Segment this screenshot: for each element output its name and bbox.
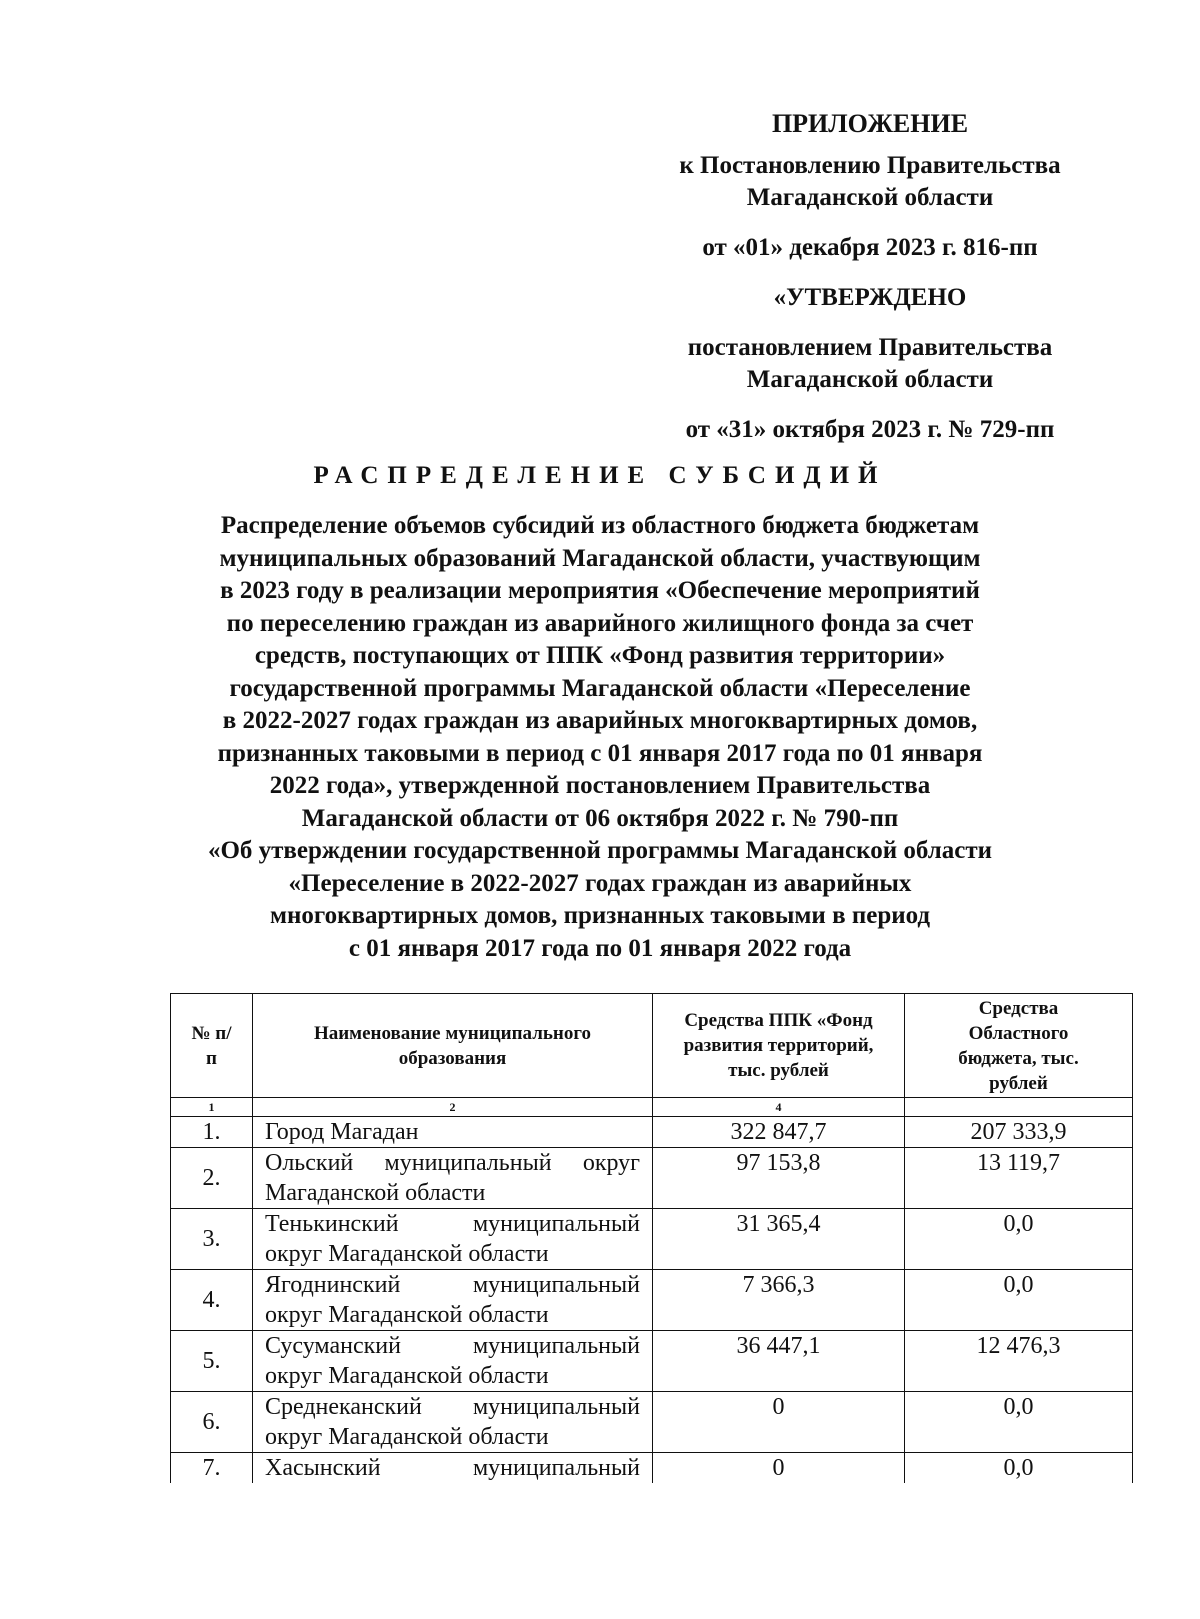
municipality-name: [253, 1148, 653, 1209]
subtitle-line: в 2023 году в реализации мероприятия «Обеспечение мероприятий: [220, 577, 980, 604]
regional-amount: 0,0: [905, 1453, 1133, 1484]
approved-line: постановлением Правительства: [687, 334, 1053, 361]
fund-amount: 322 847,7: [653, 1117, 905, 1148]
appendix-date: от «01» декабря 2023 г. 816-пп: [702, 234, 1038, 261]
subtitle-line: признанных таковыми в период с 01 января 2017 года по 01 января: [217, 739, 983, 767]
municipality-name-line: Ягоднинский муниципальный: [265, 1272, 640, 1298]
regional-amount: 0,0: [905, 1392, 1133, 1453]
row-number: 5.: [171, 1331, 253, 1392]
table-row: [171, 1117, 1133, 1148]
document-subtitle: [200, 510, 1000, 965]
header-regional: Средства Областного бюджета, тыс. рублей: [905, 994, 1133, 1098]
subtitle-line: муниципальных образований Магаданской области, участвующим: [219, 544, 981, 572]
municipality-name-line: Магаданской области: [265, 1180, 486, 1206]
column-number-row: [171, 1098, 1133, 1117]
appendix-line: Магаданской области: [746, 184, 994, 211]
row-number: 7.: [171, 1453, 253, 1484]
table-header-row: [171, 994, 1133, 1098]
municipality-name: [253, 1453, 653, 1484]
table-row: [171, 1331, 1133, 1392]
municipality-name-line: Сусуманский муниципальный: [265, 1333, 640, 1359]
regional-amount: 0,0: [905, 1270, 1133, 1331]
appendix-block: [640, 108, 1100, 446]
fund-amount: 0: [653, 1453, 905, 1484]
header-fund: Средства ППК «Фонд развития территорий, тыс. рублей: [653, 994, 905, 1098]
subtitle-line: Магаданской области от 06 октября 2022 г. № 790-пп: [301, 804, 899, 832]
approved-label: «УТВЕРЖДЕНО: [773, 284, 967, 311]
municipality-name: [253, 1331, 653, 1392]
table-row: [171, 1148, 1133, 1209]
subtitle-line: Распределение объемов субсидий из областного бюджета бюджетам: [220, 512, 980, 539]
subtitle-line: многоквартирных домов, признанных таковыми в период: [269, 902, 931, 929]
fund-amount: 7 366,3: [653, 1270, 905, 1331]
municipality-name-line: Хасынский муниципальный: [265, 1455, 640, 1481]
municipality-name-line: округ Магаданской области: [265, 1241, 549, 1267]
municipality-name: [253, 1392, 653, 1453]
appendix-title: ПРИЛОЖЕНИЕ: [771, 109, 969, 138]
table-row: [171, 1270, 1133, 1331]
row-number: 3.: [171, 1209, 253, 1270]
header-no: № п/п: [171, 994, 253, 1098]
column-number: 2: [253, 1098, 653, 1117]
subtitle-line: «Об утверждении государственной программы Магаданской области: [207, 837, 993, 864]
municipality-name-line: Ольский муниципальный округ: [265, 1150, 640, 1176]
subtitle-line: «Переселение в 2022-2027 годах граждан из аварийных: [288, 869, 912, 897]
subsidy-table: [170, 993, 1133, 1483]
municipality-name: [253, 1117, 653, 1148]
appendix-line: к Постановлению Правительства: [679, 152, 1061, 179]
fund-amount: 97 153,8: [653, 1148, 905, 1209]
regional-amount: 207 333,9: [905, 1117, 1133, 1148]
row-number: 4.: [171, 1270, 253, 1331]
municipality-name-line: Город Магадан: [265, 1119, 419, 1145]
row-number: 6.: [171, 1392, 253, 1453]
municipality-name: [253, 1270, 653, 1331]
column-number: [905, 1098, 1133, 1117]
municipality-name-line: округ Магаданской области: [265, 1302, 549, 1328]
row-number: 1.: [171, 1117, 253, 1148]
subtitle-line: средств, поступающих от ППК «Фонд развития территории»: [254, 642, 946, 669]
regional-amount: 12 476,3: [905, 1331, 1133, 1392]
approved-date: от «31» октября 2023 г. № 729-пп: [685, 416, 1055, 443]
municipality-name-line: Среднеканский муниципальный: [265, 1394, 640, 1420]
subtitle-line: с 01 января 2017 года по 01 января 2022 года: [348, 934, 852, 962]
municipality-name: [253, 1209, 653, 1270]
subtitle-line: в 2022-2027 годах граждан из аварийных многоквартирных домов,: [222, 707, 978, 734]
table-row: [171, 1453, 1133, 1484]
municipality-name-line: Тенькинский муниципальный: [265, 1211, 640, 1237]
header-name: Наименование муниципального образования: [253, 994, 653, 1098]
subtitle-line: 2022 года», утвержденной постановлением Правительства: [269, 772, 931, 799]
fund-amount: 36 447,1: [653, 1331, 905, 1392]
fund-amount: 0: [653, 1392, 905, 1453]
fund-amount: 31 365,4: [653, 1209, 905, 1270]
document-title: РАСПРЕДЕЛЕНИЕ СУБСИДИЙ: [313, 462, 887, 489]
municipality-name-line: округ Магаданской области: [265, 1363, 549, 1389]
table-row: [171, 1209, 1133, 1270]
regional-amount: 13 119,7: [905, 1148, 1133, 1209]
subtitle-line: государственной программы Магаданской области «Переселение: [229, 674, 971, 702]
column-number: 4: [653, 1098, 905, 1117]
municipality-name-line: округ Магаданской области: [265, 1424, 549, 1450]
row-number: 2.: [171, 1148, 253, 1209]
column-number: 1: [171, 1098, 253, 1117]
approved-line: Магаданской области: [746, 366, 994, 393]
subtitle-line: по переселению граждан из аварийного жилищного фонда за счет: [226, 609, 974, 637]
regional-amount: 0,0: [905, 1209, 1133, 1270]
table-row: [171, 1392, 1133, 1453]
